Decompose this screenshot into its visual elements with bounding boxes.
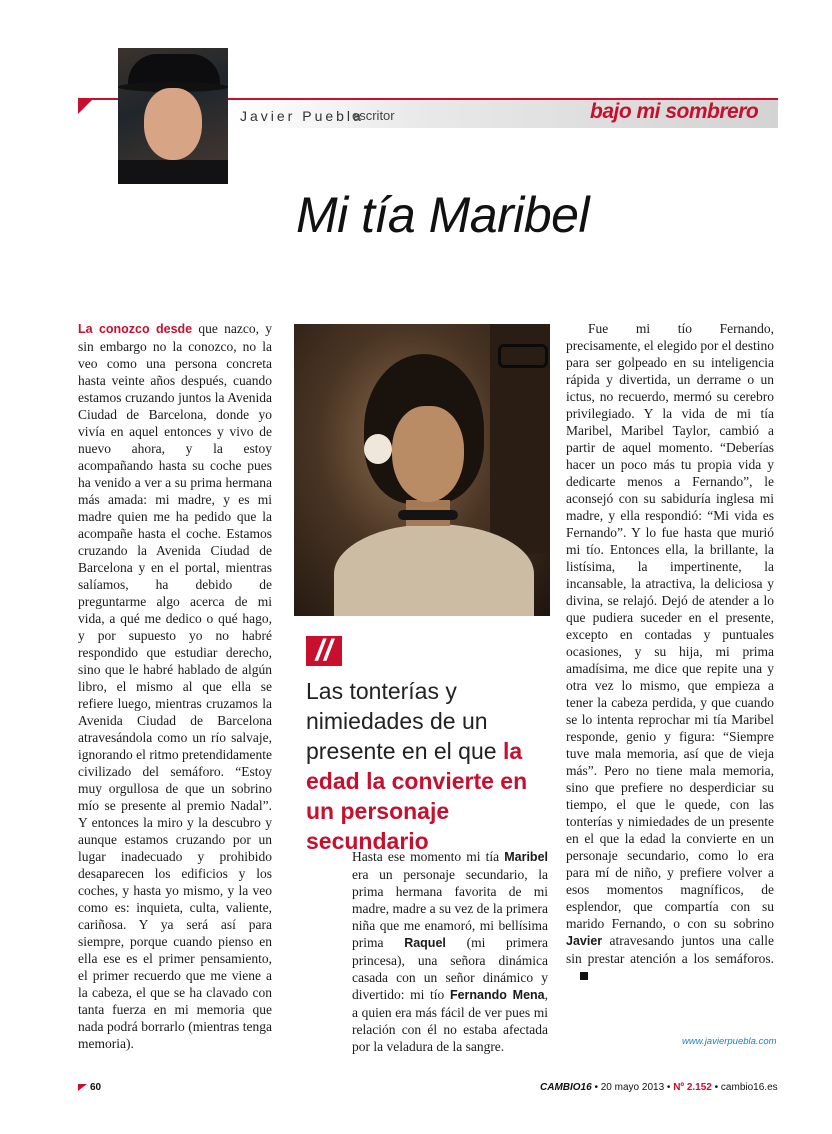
name-fernando-mena: Fernando Mena xyxy=(449,988,545,1002)
author-website-link[interactable]: www.javierpuebla.com xyxy=(682,1036,777,1047)
pull-quote-text: Las tonterías y nimiedades de un presente en el que xyxy=(306,678,503,764)
issue-date: • 20 mayo 2013 • xyxy=(591,1082,674,1093)
pull-quote-mark: // xyxy=(306,636,342,666)
magazine-name: CAMBIO16 xyxy=(540,1082,592,1093)
column-2-text: (mi primera princesa), una señora dinámica casada con un señor dinámico y divertido: mi tío xyxy=(352,935,548,1002)
article-photo xyxy=(294,324,550,616)
column-2-text: Hasta ese momento mi tía xyxy=(352,849,505,864)
author-name: Javier Puebla xyxy=(240,108,364,124)
name-javier: Javier xyxy=(566,934,603,948)
article-column-1 xyxy=(78,320,272,1052)
pull-quote-highlight: la edad la convierte en un personaje secundario xyxy=(306,738,528,854)
magazine-site: • cambio16.es xyxy=(711,1082,778,1093)
article-column-2 xyxy=(352,848,548,1055)
section-label: bajo mi sombrero xyxy=(590,100,759,123)
header-corner-accent xyxy=(78,100,92,114)
column-3-text: Fue mi tío Fernando, precisamente, el elegido por el destino para ser golpeado en su inteligencia rápida y divertida, un derrame o un ictus, no recuerdo, mermó su cerebro privilegiado. Y la vida de mi tía Maribel, Maribel Taylor, cambió a partir de aquel momento. “Deberías hacer un poco más tu propia vida y dedicarte menos a Fernando”, le aconsejó con su sabiduría inglesa mi madre, y ella respondió: “Mi vida es Fernando”. Y lo fue hasta que murió mi tío. Entonces ella, la brillante, la listísima, la impertinente, la incansable, la atractiva, la deliciosa y divina, se relajó. Dejó de atender a lo que pudiera suceder en el presente, excepto en contadas y puntuales ocasiones, y su hija, mi prima amadísima, me dice que repite una y otra vez lo mismo, que empieza a tener la cabeza perdida, y que cuando se lo intenta reprochar mi tía Maribel responde, genio y figura: “Siempre tuve mala memoria, así que de vieja más”. Pero no tiene mala memoria, sino que prefiere no desperdiciar su tiempo, el que le quede, con las tonterías y nimiedades de un presente en el que la edad la convierte en un personaje secundario, como lo era para mí de niño, y prefiere volver a esos momentos magníficos, de esplendor, que compartía con su marido Fernando, o con su sobrino xyxy=(566,321,774,931)
lead-in: La conozco desde xyxy=(78,322,193,336)
author-role: escritor xyxy=(352,108,395,123)
article-title: Mi tía Maribel xyxy=(296,187,590,243)
pull-quote xyxy=(306,676,556,856)
name-raquel: Raquel xyxy=(404,936,446,950)
page-number: 60 xyxy=(90,1082,102,1093)
column-3-text: atravesando juntos una calle sin prestar atención a los semáforos. xyxy=(566,933,774,966)
issue-number: Nº 2.152 xyxy=(673,1082,712,1093)
footer-info xyxy=(540,1082,778,1093)
column-2-text: , a quien era más fácil de ver pues mi relación con él no estaba afectada por la veladura de la sangre. xyxy=(352,987,548,1054)
column-1-text: que nazco, y sin embargo no la conozco, no la veo como una persona concreta hasta veinte años después, cuando estamos cruzando juntos la Avenida Ciudad de Barcelona, donde yo vivía en aquel entonces y vivo de nuevo ahora, y la estoy acompañando hasta su coche pues ha venido a ver a su prima hermana más amada: mi madre, y es mi madre quien me ha pedido que la acompañe hasta el coche. Estamos cruzando la Avenida Ciudad de Barcelona y en el portal, mientras salíamos, ha debido de preguntarme algo acerca de mi vida, a qué me dedico o qué hago, y por supuesto yo no habré respondido que estudiar derecho, sino que le habré hablado de algún libro, el mismo al que ella se refiere luego, mientras cruzamos la Avenida Ciudad de Barcelona atravesándola como un río salvaje, ignorando el ritmo pretendidamente civilizado del semáforo. “Estoy muy orgullosa de que un sobrino mío se presente al premio Nadal”. Y entonces la miro y la descubro y aunque estamos cruzando por un lugar inadecuado y prohibido desaparecen los edificios y los coches, y hasta yo mismo, y la veo como es: inquieta, culta, valiente, cariñosa. Y ya será así para siempre, porque cuando pienso en ella ese es el primer pensamiento, el primer recuerdo que me viene a la cabeza, el que se ha clavado con tanta fuerza en mi memoria que nada podrá borrarlo (mientras tenga memoria). xyxy=(78,321,272,1051)
end-of-article-mark xyxy=(580,972,588,980)
name-maribel: Maribel xyxy=(504,850,548,864)
article-column-3 xyxy=(566,320,774,984)
column-2-text: era un personaje secundario, la prima hermana favorita de mi madre, madre a su vez de la primera niña que me enamoró, mi bellísima prima xyxy=(352,867,548,950)
author-photo xyxy=(118,48,228,184)
page-marker-icon xyxy=(78,1084,87,1091)
